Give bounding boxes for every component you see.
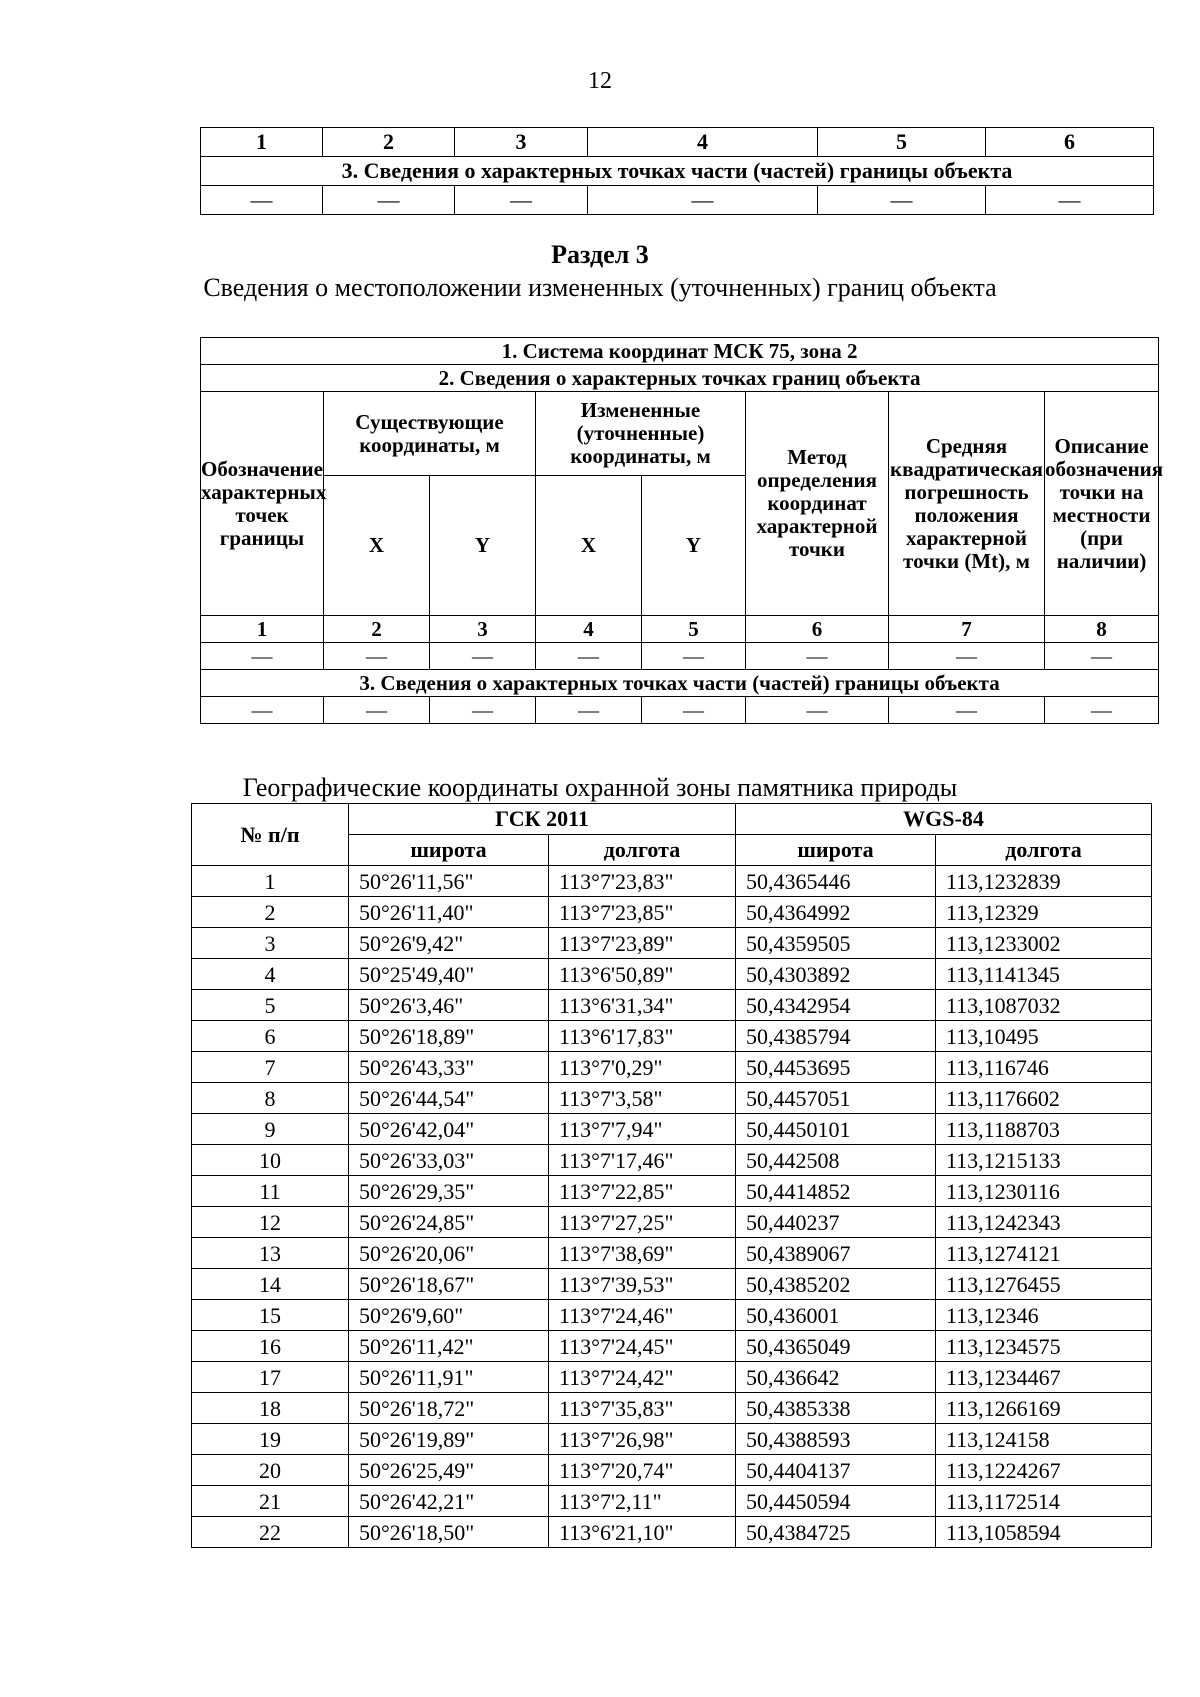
table-header-row-1 [201,392,1159,476]
cell-wgs-lat: 50,4365446 [736,866,936,897]
cell-wgs-lon: 113,1276455 [936,1269,1152,1300]
table-row-coord-system [201,338,1159,365]
empty-cell: — [818,186,986,215]
cell-num: 8 [192,1083,349,1114]
empty-cell: — [642,643,746,670]
table-part-boundary-points [200,127,1154,215]
col-number: 2 [324,616,430,643]
empty-cell: — [323,186,455,215]
header-y: Y [642,476,746,616]
cell-wgs-lat: 50,442508 [736,1145,936,1176]
cell-gsk-lon: 113°7'27,25" [549,1207,736,1238]
cell-num: 14 [192,1269,349,1300]
cell-gsk-lon: 113°7'38,69" [549,1238,736,1269]
table-row-points-heading [201,365,1159,392]
cell-gsk-lat: 50°26'18,67" [349,1269,549,1300]
cell-wgs-lat: 50,4384725 [736,1517,936,1548]
cell-wgs-lat: 50,4388593 [736,1424,936,1455]
empty-cell: — [1045,643,1159,670]
header-num: № п/п [192,804,349,866]
cell-gsk-lat: 50°26'19,89" [349,1424,549,1455]
cell-gsk-lat: 50°26'9,42" [349,928,549,959]
cell-gsk-lon: 113°7'17,46" [549,1145,736,1176]
cell-gsk-lon: 113°7'7,94" [549,1114,736,1145]
empty-cell: — [889,643,1045,670]
table-row [192,1517,1152,1548]
page-number: 12 [588,68,612,94]
cell-wgs-lat: 50,4385794 [736,1021,936,1052]
table-row [192,1393,1152,1424]
table-row-empty [201,186,1154,215]
cell-gsk-lon: 113°7'23,83" [549,866,736,897]
cell-gsk-lat: 50°26'18,50" [349,1517,549,1548]
cell-gsk-lon: 113°7'23,89" [549,928,736,959]
table-row [192,1269,1152,1300]
col-number: 2 [323,128,455,157]
cell-num: 10 [192,1145,349,1176]
table-row [192,1021,1152,1052]
cell-num: 17 [192,1362,349,1393]
cell-gsk-lat: 50°26'24,85" [349,1207,549,1238]
table-row [192,897,1152,928]
geo-table-body [192,866,1152,1548]
cell-gsk-lon: 113°7'39,53" [549,1269,736,1300]
cell-gsk-lon: 113°7'26,98" [549,1424,736,1455]
cell-num: 11 [192,1176,349,1207]
cell-gsk-lat: 50°26'42,21" [349,1486,549,1517]
cell-gsk-lat: 50°26'20,06" [349,1238,549,1269]
header-method: Метод определения координат характерной точки [746,392,889,616]
col-number: 7 [889,616,1045,643]
table-row [192,866,1152,897]
col-number: 5 [642,616,746,643]
cell-gsk-lat: 50°26'43,33" [349,1052,549,1083]
cell-num: 13 [192,1238,349,1269]
col-number: 5 [818,128,986,157]
table-row [192,1362,1152,1393]
cell-gsk-lat: 50°26'11,56" [349,866,549,897]
header-gsk: ГСК 2011 [349,804,736,835]
cell-gsk-lat: 50°26'33,03" [349,1145,549,1176]
header-latitude: широта [736,835,936,866]
cell-wgs-lat: 50,4303892 [736,959,936,990]
table-row-col-numbers [201,616,1159,643]
header-error: Средняя квадратическая погрешность положения характерной точки (Mt), м [889,392,1045,616]
cell-wgs-lon: 113,1224267 [936,1455,1152,1486]
geo-coordinates-title: Географические координаты охранной зоны памятника природы [242,773,958,802]
cell-gsk-lon: 113°7'23,85" [549,897,736,928]
cell-gsk-lat: 50°26'29,35" [349,1176,549,1207]
cell-gsk-lon: 113°7'3,58" [549,1083,736,1114]
cell-num: 18 [192,1393,349,1424]
header-x: X [536,476,642,616]
cell-gsk-lon: 113°7'35,83" [549,1393,736,1424]
cell-num: 22 [192,1517,349,1548]
cell-gsk-lon: 113°7'2,11" [549,1486,736,1517]
cell-wgs-lat: 50,4385202 [736,1269,936,1300]
cell-gsk-lon: 113°7'0,29" [549,1052,736,1083]
col-number: 1 [201,128,323,157]
table-row [192,1300,1152,1331]
cell-num: 5 [192,990,349,1021]
cell-wgs-lon: 113,1141345 [936,959,1152,990]
cell-num: 19 [192,1424,349,1455]
col-number: 3 [430,616,536,643]
header-designation: Обозначение характерных точек границы [201,392,324,616]
col-number: 4 [588,128,818,157]
empty-cell: — [430,697,536,724]
cell-wgs-lat: 50,4453695 [736,1052,936,1083]
cell-num: 7 [192,1052,349,1083]
cell-wgs-lon: 113,1087032 [936,990,1152,1021]
table-header-row-1 [192,804,1152,835]
points-heading: 2. Сведения о характерных точках границ объекта [201,365,1159,392]
header-changed-coords: Измененные (уточненные) координаты, м [536,392,746,476]
empty-cell: — [536,643,642,670]
cell-wgs-lat: 50,4404137 [736,1455,936,1486]
cell-wgs-lon: 113,124158 [936,1424,1152,1455]
table-changed-boundaries [200,337,1164,724]
table-row-section [201,157,1154,186]
cell-wgs-lon: 113,12346 [936,1300,1152,1331]
table-row [192,1331,1152,1362]
header-y: Y [430,476,536,616]
cell-gsk-lat: 50°25'49,40" [349,959,549,990]
cell-num: 16 [192,1331,349,1362]
cell-gsk-lon: 113°6'21,10" [549,1517,736,1548]
cell-gsk-lat: 50°26'9,60" [349,1300,549,1331]
cell-num: 2 [192,897,349,928]
cell-wgs-lat: 50,4450101 [736,1114,936,1145]
table-row [192,1052,1152,1083]
header-x: X [324,476,430,616]
section-heading: 3. Сведения о характерных точках части (частей) границы объекта [201,157,1154,186]
section-title: Раздел 3 [551,240,649,269]
cell-wgs-lat: 50,4457051 [736,1083,936,1114]
cell-wgs-lon: 113,116746 [936,1052,1152,1083]
cell-wgs-lon: 113,1176602 [936,1083,1152,1114]
col-number: 6 [986,128,1154,157]
table-row-parts-heading [201,670,1159,697]
cell-gsk-lat: 50°26'11,42" [349,1331,549,1362]
cell-wgs-lon: 113,1058594 [936,1517,1152,1548]
empty-cell: — [455,186,588,215]
cell-num: 12 [192,1207,349,1238]
cell-wgs-lat: 50,4450594 [736,1486,936,1517]
cell-gsk-lon: 113°7'24,42" [549,1362,736,1393]
empty-cell: — [201,186,323,215]
table-row [192,1176,1152,1207]
table-row [192,1455,1152,1486]
cell-gsk-lat: 50°26'18,72" [349,1393,549,1424]
cell-num: 15 [192,1300,349,1331]
cell-gsk-lon: 113°7'22,85" [549,1176,736,1207]
section-subtitle: Сведения о местоположении измененных (уточненных) границ объекта [203,273,997,302]
cell-gsk-lat: 50°26'11,91" [349,1362,549,1393]
cell-num: 21 [192,1486,349,1517]
empty-cell: — [642,697,746,724]
cell-gsk-lon: 113°7'24,46" [549,1300,736,1331]
cell-wgs-lat: 50,436642 [736,1362,936,1393]
cell-wgs-lat: 50,4365049 [736,1331,936,1362]
cell-num: 4 [192,959,349,990]
empty-cell: — [1045,697,1159,724]
table-row [192,1207,1152,1238]
cell-gsk-lat: 50°26'44,54" [349,1083,549,1114]
cell-wgs-lat: 50,440237 [736,1207,936,1238]
table-row-empty [201,643,1159,670]
empty-cell: — [324,643,430,670]
header-longitude: долгота [549,835,736,866]
cell-gsk-lat: 50°26'3,46" [349,990,549,1021]
cell-wgs-lon: 113,1234575 [936,1331,1152,1362]
cell-gsk-lon: 113°6'31,34" [549,990,736,1021]
cell-wgs-lon: 113,10495 [936,1021,1152,1052]
table-row [192,1238,1152,1269]
table-row [192,1486,1152,1517]
coord-system-heading: 1. Система координат МСК 75, зона 2 [201,338,1159,365]
cell-wgs-lon: 113,1172514 [936,1486,1152,1517]
cell-num: 6 [192,1021,349,1052]
cell-wgs-lon: 113,1232839 [936,866,1152,897]
cell-num: 3 [192,928,349,959]
col-number: 3 [455,128,588,157]
header-description: Описание обозначения точки на местности (при наличии) [1045,392,1159,616]
table-row [192,1145,1152,1176]
col-number: 8 [1045,616,1159,643]
cell-wgs-lon: 113,1234467 [936,1362,1152,1393]
cell-num: 1 [192,866,349,897]
cell-gsk-lon: 113°6'50,89" [549,959,736,990]
cell-gsk-lon: 113°7'24,45" [549,1331,736,1362]
header-longitude: долгота [936,835,1152,866]
table-row-col-numbers [201,128,1154,157]
table-row [192,990,1152,1021]
table-row [192,959,1152,990]
header-latitude: широта [349,835,549,866]
cell-num: 9 [192,1114,349,1145]
cell-wgs-lat: 50,4414852 [736,1176,936,1207]
table-geo-coordinates [191,803,1152,1548]
empty-cell: — [746,643,889,670]
cell-wgs-lat: 50,4364992 [736,897,936,928]
table-row-empty [201,697,1159,724]
empty-cell: — [986,186,1154,215]
cell-gsk-lat: 50°26'42,04" [349,1114,549,1145]
cell-wgs-lon: 113,1188703 [936,1114,1152,1145]
cell-num: 20 [192,1455,349,1486]
cell-wgs-lat: 50,4359505 [736,928,936,959]
empty-cell: — [889,697,1045,724]
empty-cell: — [324,697,430,724]
cell-wgs-lon: 113,1266169 [936,1393,1152,1424]
empty-cell: — [746,697,889,724]
parts-heading: 3. Сведения о характерных точках части (частей) границы объекта [201,670,1159,697]
table-row [192,1114,1152,1145]
empty-cell: — [430,643,536,670]
col-number: 4 [536,616,642,643]
cell-gsk-lon: 113°6'17,83" [549,1021,736,1052]
cell-wgs-lat: 50,4385338 [736,1393,936,1424]
cell-wgs-lat: 50,4389067 [736,1238,936,1269]
cell-wgs-lon: 113,1233002 [936,928,1152,959]
table-row [192,1424,1152,1455]
empty-cell: — [201,697,324,724]
empty-cell: — [588,186,818,215]
cell-wgs-lon: 113,1230116 [936,1176,1152,1207]
empty-cell: — [536,697,642,724]
cell-wgs-lat: 50,4342954 [736,990,936,1021]
cell-wgs-lon: 113,12329 [936,897,1152,928]
header-wgs: WGS-84 [736,804,1152,835]
table-row [192,1083,1152,1114]
cell-wgs-lon: 113,1274121 [936,1238,1152,1269]
cell-gsk-lat: 50°26'18,89" [349,1021,549,1052]
cell-gsk-lat: 50°26'11,40" [349,897,549,928]
cell-gsk-lon: 113°7'20,74" [549,1455,736,1486]
header-existing-coords: Существующие координаты, м [324,392,536,476]
cell-wgs-lon: 113,1242343 [936,1207,1152,1238]
cell-wgs-lon: 113,1215133 [936,1145,1152,1176]
col-number: 1 [201,616,324,643]
col-number: 6 [746,616,889,643]
cell-wgs-lat: 50,436001 [736,1300,936,1331]
empty-cell: — [201,643,324,670]
cell-gsk-lat: 50°26'25,49" [349,1455,549,1486]
table-row [192,928,1152,959]
